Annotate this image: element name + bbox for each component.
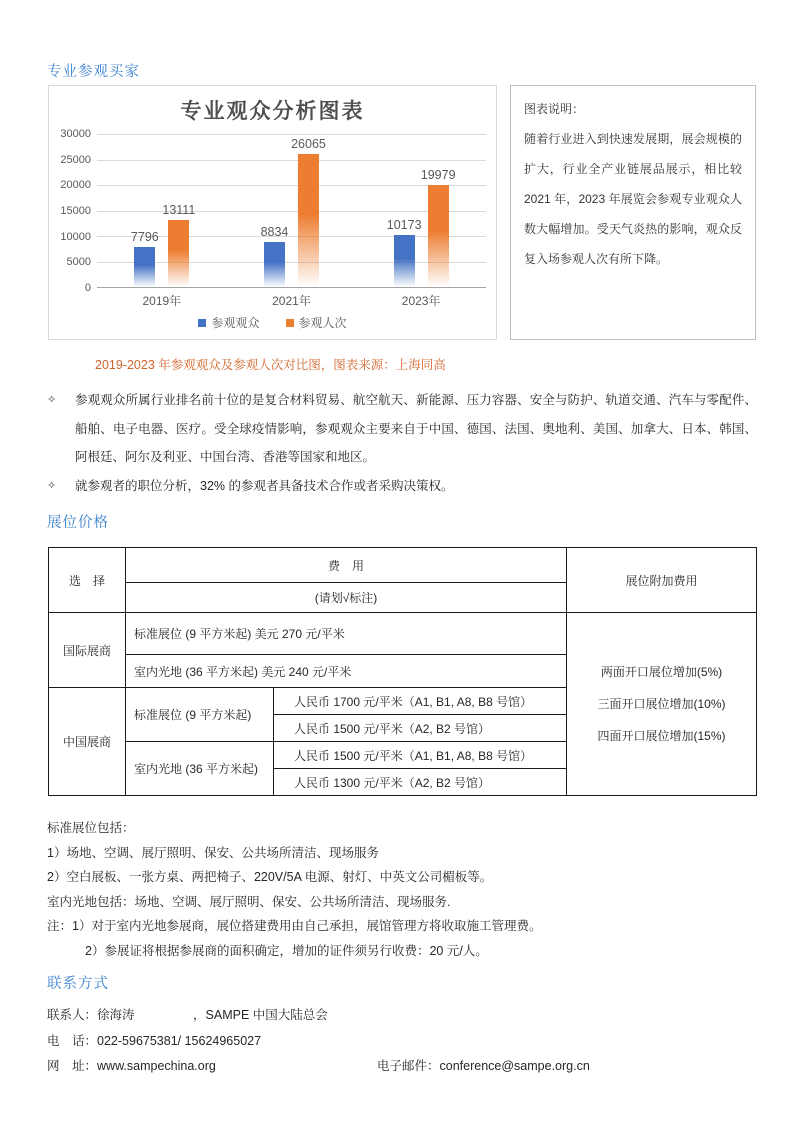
x-tick-2023: 2023年 — [401, 294, 441, 308]
note-line: 1）场地、空调、展厅照明、保安、公共场所清洁、现场服务 — [47, 845, 379, 860]
contact-person-row — [47, 1003, 757, 1029]
bar-value-label: 7796 — [130, 230, 159, 245]
chart-note-body: 随着行业进入到快速发展期，展会规模的扩大，行业全产业链展品展示，相比较 2021 年，2023 年展览会参观专业观众人数大幅增加。受天气炎热的影响，观众反复入场参观人次有所下降。 — [524, 132, 742, 266]
chart-caption: 2019-2023 年参观观众及参观人次对比图，图表来源：上海同高 — [95, 358, 446, 372]
note-line: 注：1）对于室内光地参展商，展位搭建费用由自己承担，展馆管理方将收取施工管理费。 — [47, 919, 542, 933]
chart-note-title: 图表说明： — [524, 102, 585, 116]
table-row — [49, 613, 757, 655]
contact-phone-label: 电 话： — [47, 1033, 98, 1048]
y-tick-label: 0 — [84, 282, 91, 294]
bar-value-label: 26065 — [291, 137, 326, 152]
y-tick-label: 5000 — [66, 256, 91, 269]
cell-intl-rawspace: 室内光地 (36 平方米起) 美元 240 元/平米 — [126, 655, 567, 688]
bar-visits-2019 — [162, 203, 196, 287]
contact-person-separator: ， — [193, 1008, 206, 1022]
y-tick-label: 10000 — [60, 230, 91, 243]
booth-price-table — [48, 547, 757, 796]
legend-label: 参观观众 — [211, 316, 260, 330]
header-fee-sub: (请划√标注) — [126, 583, 567, 613]
addon-line: 四面开口展位增加(15%) — [597, 729, 726, 743]
cell-china-standard-price-1: 人民币 1700 元/平米（A1, B1, A8, B8 号馆） — [274, 688, 567, 715]
contact-web-label: 网 址： — [47, 1059, 98, 1073]
bullet-text: 就参观者的职位分析，32% 的参观者具备技术合作或者采购决策权。 — [75, 478, 454, 493]
cell-china-rawspace-price-2: 人民币 1300 元/平米（A2, B2 号馆） — [274, 769, 567, 796]
cell-intl-standard: 标准展位 (9 平方米起) 美元 270 元/平米 — [126, 613, 567, 655]
cell-china-standard-label: 标准展位 (9 平方米起) — [126, 688, 274, 742]
contact-block — [47, 1003, 757, 1080]
bar-groups — [97, 134, 486, 287]
contact-email-value: conference@sampe.org.cn — [439, 1059, 590, 1073]
header-addon: 展位附加费用 — [567, 548, 757, 613]
bullet-text: 参观观众所属行业排名前十位的是复合材料贸易、航空航天、新能源、压力容器、安全与防护、轨道交通、汽车与零配件、船舶、电子电器、医疗。受全球疫情影响，参观观众主要来自于中国、德国、法国、奥地利、美国、加拿大、日本、韩国、阿根廷、阿尔及利亚、中国台湾、香港等国家和地区。 — [75, 393, 757, 464]
legend-item-visitors — [198, 314, 259, 331]
x-axis-labels — [97, 292, 486, 309]
y-axis-labels — [57, 128, 95, 294]
bar-visits-2023 — [420, 168, 456, 287]
chart-plot-wrapper — [57, 128, 486, 294]
note-line: 标准展位包括： — [47, 821, 135, 835]
y-tick-label: 15000 — [60, 205, 91, 217]
bullet-item — [47, 386, 757, 472]
y-tick-label: 25000 — [60, 153, 91, 166]
bar-visitors-2021 — [260, 224, 289, 287]
bar-group-2019 — [130, 134, 196, 287]
bar-value-label: 10173 — [386, 218, 422, 233]
cell-china-rawspace-label: 室内光地 (36 平方米起) — [126, 742, 274, 796]
contact-phone-row — [47, 1029, 757, 1055]
contact-web-group — [47, 1054, 377, 1080]
contact-person-name: 徐海涛 — [97, 1008, 135, 1022]
plot-area — [97, 134, 486, 288]
bar-group-2021 — [260, 134, 326, 287]
section-heading-pricing: 展位价格 — [47, 515, 109, 531]
legend-label: 参观人次 — [298, 316, 347, 330]
bullet-item — [47, 472, 757, 501]
y-tick-label: 30000 — [60, 128, 91, 140]
contact-web-value: www.sampechina.org — [97, 1059, 216, 1073]
table-row — [49, 548, 757, 583]
bar-group-2023 — [386, 134, 456, 287]
diamond-bullet-icon: ✧ — [47, 394, 57, 406]
chart-note-box — [510, 85, 756, 340]
cell-addon-fees — [567, 613, 757, 796]
legend-swatch-blue-icon — [198, 319, 206, 327]
buyer-bullets — [47, 386, 757, 500]
header-select: 选 择 — [49, 548, 126, 613]
bar-visitors-2019 — [130, 230, 159, 287]
section-heading-contact: 联系方式 — [47, 976, 109, 992]
bar-value-label: 8834 — [260, 224, 289, 239]
contact-person-label: 联系人： — [47, 1008, 98, 1022]
diamond-bullet-icon: ✧ — [47, 479, 57, 492]
note-line: 室内光地包括：场地、空调、展厅照明、保安、公共场所清洁、现场服务. — [47, 894, 451, 909]
bar-value-label: 19979 — [420, 168, 456, 183]
section-heading-buyers: 专业参观买家 — [47, 64, 140, 80]
note-line: 2）参展证将根据参展商的面积确定，增加的证件须另行收费：20 元/人。 — [85, 943, 488, 958]
contact-email-label: 电子邮件： — [377, 1059, 440, 1073]
addon-line: 两面开口展位增加(5%) — [600, 665, 723, 679]
chart-legend — [49, 314, 496, 331]
bar-value-label: 13111 — [162, 203, 196, 218]
x-tick-2021: 2021年 — [272, 294, 311, 308]
cell-china-label: 中国展商 — [49, 688, 126, 796]
legend-item-visits — [286, 314, 347, 331]
note-line: 2）空白展板、一张方桌、两把椅子、220V/5A 电源、射灯、中英文公司楣板等。 — [47, 870, 493, 884]
legend-swatch-orange-icon — [286, 319, 294, 327]
bar-visits-2021 — [291, 137, 326, 287]
y-tick-label: 20000 — [60, 179, 91, 192]
contact-person-org: SAMPE 中国大陆总会 — [205, 1008, 328, 1022]
chart-title: 专业观众分析图表 — [180, 100, 365, 123]
header-fee: 费 用 — [126, 548, 567, 583]
cell-china-standard-price-2: 人民币 1500 元/平米（A2, B2 号馆） — [274, 715, 567, 742]
visitor-analysis-chart — [48, 85, 497, 340]
bar-visitors-2023 — [386, 218, 422, 287]
pricing-notes — [47, 816, 757, 963]
cell-intl-label: 国际展商 — [49, 613, 126, 688]
addon-line: 三面开口展位增加(10%) — [597, 697, 726, 711]
x-tick-2019: 2019年 — [142, 294, 182, 308]
contact-web-row — [47, 1054, 757, 1080]
cell-china-rawspace-price-1: 人民币 1500 元/平米（A1, B1, A8, B8 号馆） — [274, 742, 567, 769]
contact-phone-value: 022-59675381/ 15624965027 — [97, 1033, 262, 1048]
